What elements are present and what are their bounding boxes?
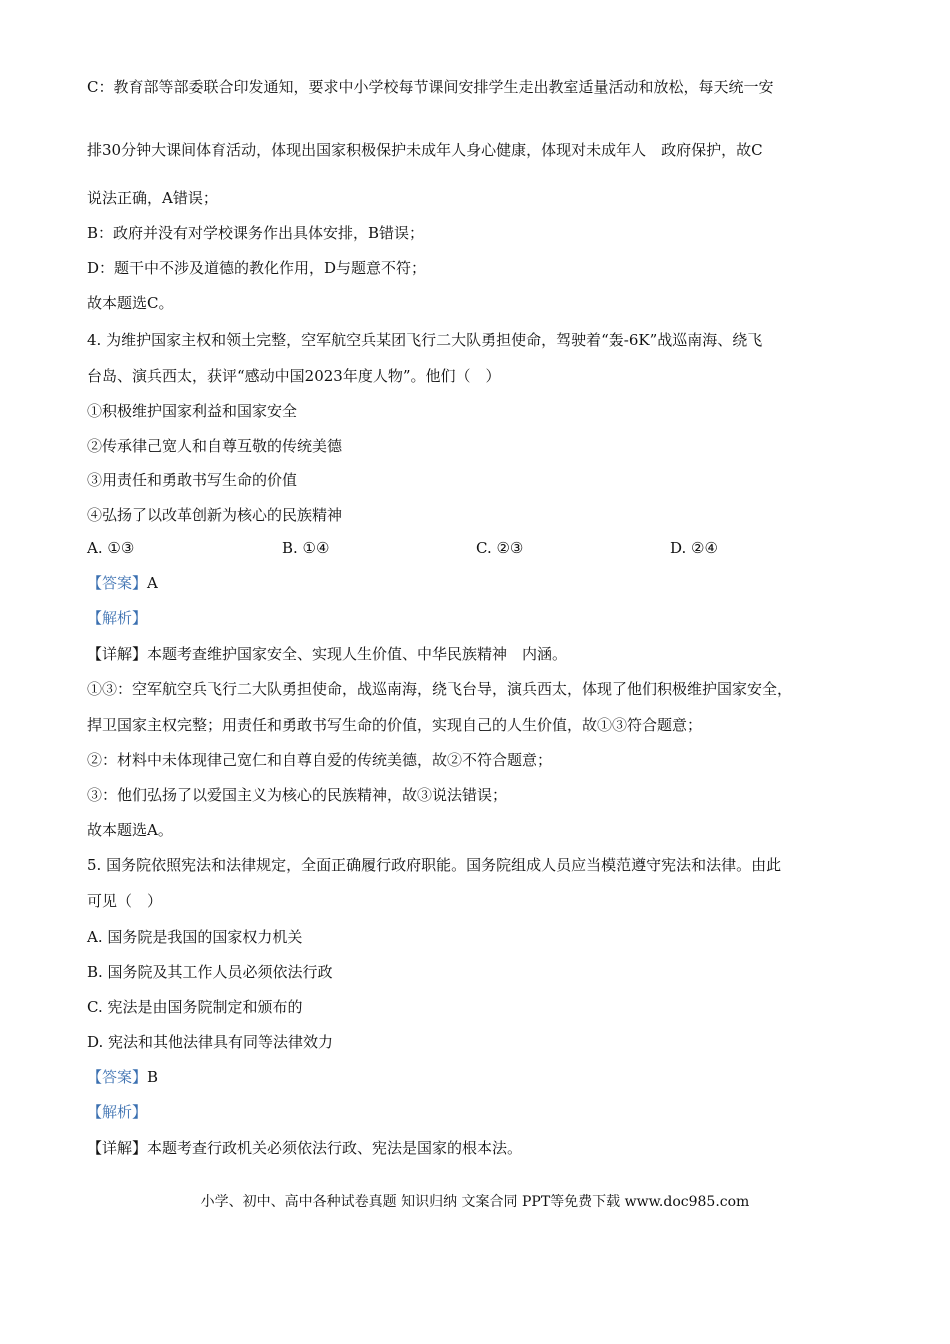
q4-stem-line1: 4. 为维护国家主权和领土完整，空军航空兵某团飞行二大队勇担使命，驾驶着“轰-6K”战巡南海、绕飞 — [87, 331, 763, 349]
q4-stem-line2: 台岛、演兵西太，获评“感动中国2023年度人物”。他们（ ） — [87, 367, 501, 385]
answer-value: B — [147, 1068, 159, 1086]
q5-stem-line1: 5. 国务院依照宪法和法律规定，全面正确履行政府职能。国务院组成人员应当模范遵守宪法和法律。由此 — [87, 856, 782, 874]
q4-item-4: ④弘扬了以改革创新为核心的民族精神 — [87, 506, 343, 524]
q3-conclusion: 故本题选C。 — [87, 294, 174, 312]
q4-explanation-13-line1: ①③：空军航空兵飞行二大队勇担使命，战巡南海，绕飞台导，演兵西太，体现了他们积极维护国家安全， — [87, 680, 793, 698]
q4-option-a: A. ①③ — [87, 539, 135, 557]
q5-answer — [87, 1067, 158, 1087]
q3-explanation-b: B：政府并没有对学校课务作出具体安排，B错误； — [87, 224, 425, 242]
q5-detail — [87, 1138, 522, 1158]
detail-text: 本题考查维护国家安全、实现人生价值、中华民族精神 内涵。 — [147, 645, 568, 663]
answer-value: A — [147, 574, 158, 592]
q4-detail — [87, 644, 567, 664]
page-footer: 小学、初中、高中各种试卷真题 知识归纳 文案合同 PPT等免费下载 www.doc985.com — [200, 1194, 750, 1210]
q4-item-2: ②传承律己宽人和自尊互敬的传统美德 — [87, 437, 343, 455]
detail-tag: 【详解】 — [87, 645, 148, 663]
q3-explanation-c-line1: C：教育部等部委联合印发通知，要求中小学校每节课间安排学生走出教室适量活动和放松，每天统一安 — [87, 78, 774, 96]
q5-option-b: B. 国务院及其工作人员必须依法行政 — [87, 963, 333, 981]
q4-answer — [87, 573, 158, 593]
q4-option-b: B. ①④ — [282, 539, 330, 557]
detail-tag: 【详解】 — [87, 1139, 148, 1157]
q4-explanation-3: ③：他们弘扬了以爱国主义为核心的民族精神，故③说法错误； — [87, 786, 508, 804]
detail-text: 本题考查行政机关必须依法行政、宪法是国家的根本法。 — [147, 1139, 523, 1157]
q4-option-c: C. ②③ — [476, 539, 524, 557]
q5-option-c: C. 宪法是由国务院制定和颁布的 — [87, 998, 303, 1016]
q5-stem-line2: 可见（ ） — [87, 892, 163, 910]
q4-explanation-13-line2: 捍卫国家主权完整；用责任和勇敢书写生命的价值，实现自己的人生价值，故①③符合题意； — [87, 716, 703, 734]
analysis-tag: 【解析】 — [87, 609, 148, 627]
q5-analysis-heading — [87, 1102, 147, 1122]
answer-tag: 【答案】 — [87, 574, 148, 592]
q3-explanation-c-line2: 排30分钟大课间体育活动，体现出国家积极保护未成年人身心健康，体现对未成年人 政府保护，故C — [87, 141, 763, 159]
analysis-tag: 【解析】 — [87, 1103, 148, 1121]
q4-item-1: ①积极维护国家利益和国家安全 — [87, 402, 298, 420]
q3-explanation-c-line3: 说法正确，A错误； — [87, 189, 218, 207]
q4-conclusion: 故本题选A。 — [87, 821, 173, 839]
q4-option-d: D. ②④ — [670, 539, 718, 557]
q3-explanation-d: D：题干中不涉及道德的教化作用，D与题意不符； — [87, 259, 427, 277]
q4-item-3: ③用责任和勇敢书写生命的价值 — [87, 471, 298, 489]
answer-tag: 【答案】 — [87, 1068, 148, 1086]
q4-explanation-2: ②：材料中未体现律己宽仁和自尊自爱的传统美德，故②不符合题意； — [87, 751, 553, 769]
q4-analysis-heading — [87, 608, 147, 628]
q5-option-d: D. 宪法和其他法律具有同等法律效力 — [87, 1033, 334, 1051]
q5-option-a: A. 国务院是我国的国家权力机关 — [87, 928, 303, 946]
